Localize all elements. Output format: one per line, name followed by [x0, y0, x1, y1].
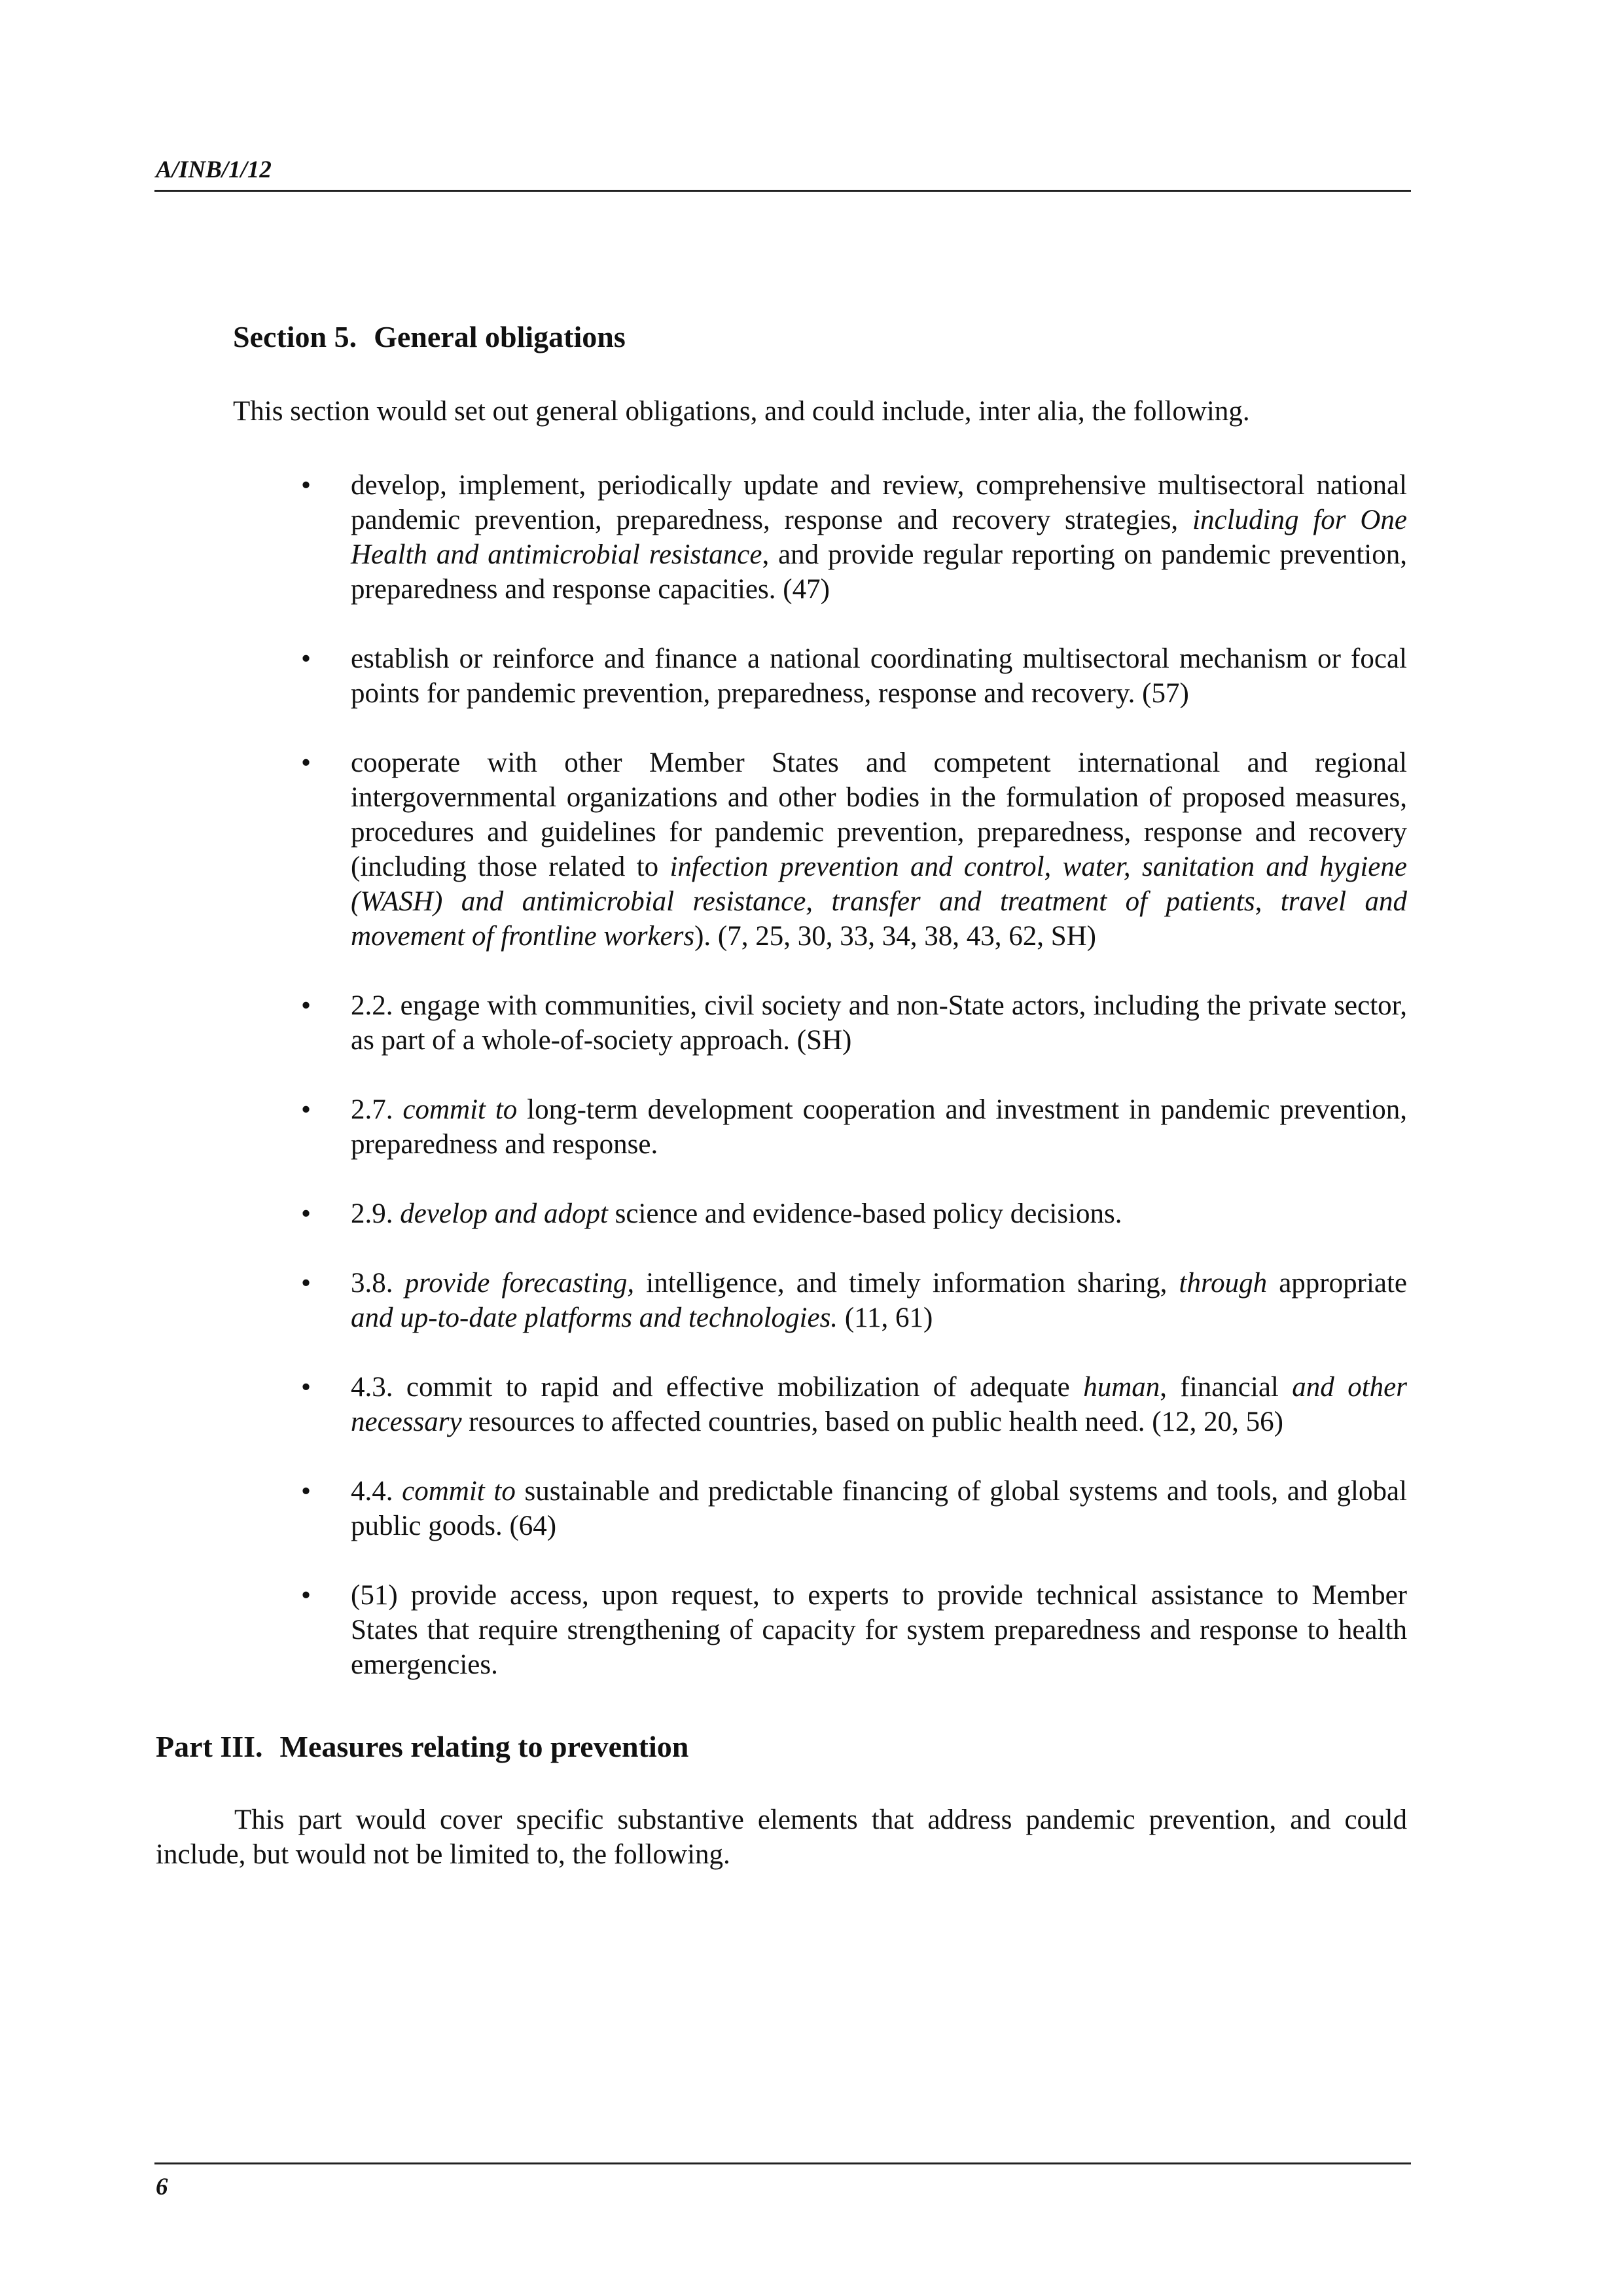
- footer-rule: [154, 2162, 1411, 2164]
- list-item-text: [351, 1268, 1407, 1333]
- list-item: [301, 1092, 1407, 1162]
- list-item: [301, 1474, 1407, 1543]
- text-segment: develop, implement, periodically update and review, comprehensive multisectoral national pandemic prevention, preparedness, response and recovery strategies,: [351, 470, 1407, 535]
- bullet-icon: •: [301, 747, 312, 778]
- list-item-text: [351, 1580, 1407, 1680]
- section-intro: This section would set out general obligations, and could include, inter alia, the following.: [233, 396, 1250, 427]
- text-segment: 4.4.: [351, 1476, 402, 1507]
- list-item: [301, 1370, 1407, 1439]
- text-segment: appropriate: [1267, 1268, 1408, 1299]
- text-segment: , financial: [1160, 1372, 1293, 1403]
- text-segment: sustainable and predictable financing of global systems and tools, and global public goods. (64): [351, 1476, 1407, 1541]
- list-item-text: [351, 1372, 1407, 1437]
- list-item: [301, 1196, 1407, 1231]
- emphasis-text: and up-to-date platforms and technologies.: [351, 1302, 838, 1333]
- text-segment: (51) provide access, upon request, to experts to provide technical assistance to Member States that require strengthening of capacity for system preparedness and response to health emergencies.: [351, 1580, 1407, 1680]
- emphasis-text: infection prevention and control, water, sanitation and hygiene (WASH) and antimicrobial resistance, transfer and treatment of patients, travel and movement of frontline workers: [351, 852, 1407, 952]
- emphasis-text: and other necessary: [351, 1372, 1407, 1437]
- part-number: Part III.: [156, 1730, 263, 1763]
- list-item: [301, 468, 1407, 607]
- text-segment: 2.9.: [351, 1198, 401, 1229]
- document-symbol: A/INB/1/12: [156, 156, 272, 183]
- bullet-icon: •: [301, 1198, 312, 1229]
- text-segment: 2.2. engage with communities, civil society and non-State actors, including the private sector, as part of a whole-of-society approach. (SH): [351, 990, 1407, 1056]
- text-segment: establish or reinforce and finance a national coordinating multisectoral mechanism or focal points for pandemic prevention, preparedness, response and recovery. (57): [351, 643, 1407, 709]
- list-item: [301, 745, 1407, 954]
- text-segment: 2.7.: [351, 1094, 403, 1125]
- list-item: [301, 641, 1407, 711]
- list-item-text: [351, 1476, 1407, 1541]
- emphasis-text: through: [1179, 1268, 1268, 1299]
- bullet-icon: •: [301, 1372, 312, 1403]
- text-segment: intelligence, and timely information sharing,: [634, 1268, 1179, 1299]
- list-item-text: [351, 990, 1407, 1056]
- bullet-icon: •: [301, 1580, 312, 1611]
- emphasis-text: commit to: [402, 1094, 518, 1125]
- list-item: [301, 988, 1407, 1058]
- section-title: General obligations: [374, 320, 626, 353]
- bullet-icon: •: [301, 1476, 312, 1507]
- text-segment: , and provide regular reporting on pandemic prevention, preparedness and response capacities. (47): [351, 539, 1407, 605]
- bullet-icon: •: [301, 643, 312, 674]
- bullet-icon: •: [301, 1094, 312, 1125]
- text-segment: 4.3. commit to rapid and effective mobilization of adequate: [351, 1372, 1084, 1403]
- text-segment: ). (7, 25, 30, 33, 34, 38, 43, 62, SH): [694, 921, 1097, 952]
- section-heading: [233, 319, 626, 354]
- text-segment: (11, 61): [838, 1302, 933, 1333]
- list-item-text: [351, 747, 1407, 952]
- part-heading: [156, 1729, 688, 1764]
- bullet-icon: •: [301, 1268, 312, 1299]
- list-item-text: [351, 1198, 1122, 1229]
- emphasis-text: develop and adopt: [400, 1198, 608, 1229]
- header-rule: [154, 190, 1411, 192]
- emphasis-text: human: [1083, 1372, 1160, 1403]
- text-segment: resources to affected countries, based on public health need. (12, 20, 56): [461, 1407, 1283, 1437]
- list-item-text: [351, 470, 1407, 605]
- text-segment: cooperate with other Member States and competent international and regional intergovernmental organizations and other bodies in the formulation of proposed measures, procedures and guidelines for pandemic prevention, preparedness, response and recovery (including those related to: [351, 747, 1407, 882]
- part-intro: This part would cover specific substantive elements that address pandemic prevention, and could include, but would not be limited to, the following.: [156, 1804, 1407, 1870]
- obligations-list: [301, 468, 1407, 1717]
- emphasis-text: commit to: [402, 1476, 516, 1507]
- list-item-text: [351, 643, 1407, 709]
- text-segment: 3.8.: [351, 1268, 405, 1299]
- text-segment: science and evidence-based policy decisions.: [607, 1198, 1122, 1229]
- bullet-icon: •: [301, 470, 312, 501]
- section-number: Section 5.: [233, 320, 357, 353]
- text-segment: long-term development cooperation and investment in pandemic prevention, preparedness and response.: [351, 1094, 1408, 1160]
- part-title: Measures relating to prevention: [279, 1730, 689, 1763]
- list-item-text: [351, 1094, 1407, 1160]
- emphasis-text: provide forecasting,: [404, 1268, 635, 1299]
- bullet-icon: •: [301, 990, 312, 1021]
- list-item: [301, 1578, 1407, 1682]
- page-number: 6: [156, 2174, 168, 2200]
- emphasis-text: including for One Health and antimicrobial resistance: [351, 505, 1408, 570]
- list-item: [301, 1266, 1407, 1335]
